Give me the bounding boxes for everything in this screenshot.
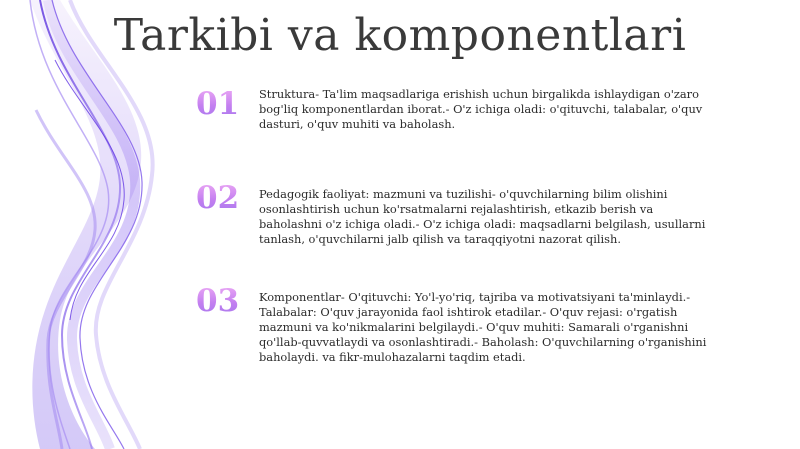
item-number: 02 [196,183,246,214]
item-number: 01 [196,89,246,120]
item-text: Pedagogik faoliyat: mazmuni va tuzilishi- o'quvchilarning bilim olishini osonlashtirish uchun ko'rsatmalarni rejalashtirish, etkazib berish va baholashni o'z ichiga oladi.- O'z ichiga oladi: maqsadlarni belgilash, usullarni tanlash, o'quvchilarni jalb qilish va taraqqiyotni nazorat qilish. [259,187,706,246]
item-number: 03 [196,286,246,317]
item-text: Komponentlar- O'qituvchi: Yo'l-yo'riq, tajriba va motivatsiyani ta'minlaydi.- Talabalar: O'quv jarayonida faol ishtirok etadilar.- O'quv rejasi: o'rgatish mazmuni va ko'nikmalarini belgilaydi.- O'quv muhiti: Samarali o'rganishni qo'llab-quvvatlaydi va osonlashtiradi.- Baholash: O'quvchilarning o'rganishini baholaydi. va fikr-mulohazalarni taqdim etadi. [259,290,707,364]
slide-title: Tarkibi va komponentlari [113,10,687,61]
item-text: Struktura- Ta'lim maqsadlariga erishish uchun birgalikda ishlaydigan o'zaro bog'liq komponentlardan iborat.- O'z ichiga oladi: o'qituvchi, talabalar, o'quv dasturi, o'quv muhiti va baholash. [259,87,703,131]
purple-smoke-ribbon-decoration [0,0,200,449]
